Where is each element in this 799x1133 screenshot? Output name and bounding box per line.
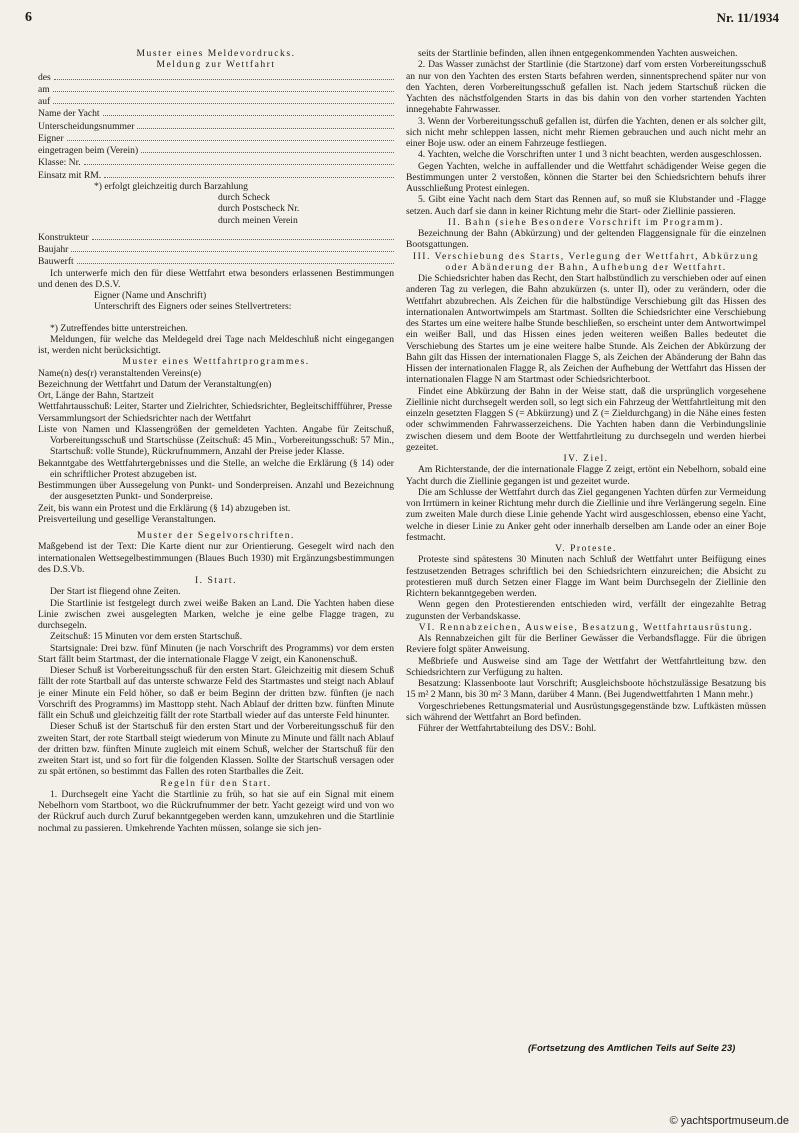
declaration: Ich unterwerfe mich den für diese Wettfahrt etwa besonders erlassenen Bestimmungen und denen des D.S.V.	[38, 267, 394, 290]
title-meldevordruck: Muster eines Meldevordrucks.	[136, 48, 296, 59]
dotted-line	[54, 71, 394, 80]
section-3-title: III. Verschiebung des Starts, Verlegung der Wettfahrt, Abkürzung oder Abänderung der Bahn, Aufhebung der Wettfahrt.	[412, 250, 760, 273]
page-number: 6	[25, 10, 32, 25]
dotted-line	[84, 156, 394, 165]
paragraph: 4. Yachten, welche die Vorschriften unter 1 und 3 nicht beachten, werden ausgeschlossen.	[418, 149, 762, 161]
note-meldungen: Meldungen, für welche das Meldegeld drei Tage nach Meldeschluß nicht eingegangen ist, werden nicht berücksichtigt.	[38, 333, 394, 356]
eigner-label: Eigner (Name und Anschrift)	[94, 290, 207, 301]
form-field-row	[38, 231, 394, 243]
dotted-line	[53, 83, 394, 92]
paragraph: Dieser Schuß ist der Startschuß für den ersten Start und der Vorbereitungsschuß für den zweiten Start, der rote Startball steigt wiederum von Minute zu Minute und fällt nach Ablauf der dritten bzw. fünften Minute zugleich mit einem Schuß, welcher der Startschuß für den zweiten Start ist, und so fort für die folgenden Klassen. Sollte der Startschuß versagen oder zu spät ertönen, so bestimmt das Fallen des roten Startballes die Zeit.	[38, 721, 394, 778]
paragraph: Findet eine Abkürzung der Bahn in der Weise statt, daß die ursprünglich vorgesehene Ziellinie nicht durchsegelt werden soll, so legt sich ein Fahrzeug der Wettfahrtleitung mit den einzeln gesetzten Flaggen S (= Abkürzung) und Z (= Zieldurchgang) in die Nähe eines festen oder schwimmenden Fahrwasserzeichens. Die Yachten haben dann die Verbindungslinie zwischen diesem und dem Boote der Wettfahrtleitung zu durchsegeln und werden hierbei gezeitet.	[406, 385, 766, 453]
right-column	[406, 48, 766, 734]
program-item: Versammlungsort der Schiedsrichter nach der Wettfahrt	[38, 412, 251, 424]
signature-line: Führer der Wettfahrtabteilung des DSV.: Bohl.	[418, 723, 597, 734]
form-field-label: Name der Yacht	[38, 108, 100, 120]
paragraph: Meßbriefe und Ausweise sind am Tage der Wettfahrt der Wettfahrtleitung bzw. den Schiedsrichtern zur Verfügung zu halten.	[406, 655, 766, 678]
form-field-label: Baujahr	[38, 244, 69, 255]
program-item: Bekanntgabe des Wettfahrtergebnisses und die Stelle, an welche die Erklärung (§ 14) oder ein schriftlicher Protest abzugeben ist.	[38, 457, 394, 480]
signature-label: Unterschrift des Eigners oder seines Stellvertreters:	[94, 301, 292, 313]
form-fields-2	[38, 231, 394, 268]
program-item: Preisverteilung und gesellige Veranstaltungen.	[38, 513, 216, 525]
continuation-note: (Fortsetzung des Amtlichen Teils auf Seite 23)	[528, 1043, 736, 1054]
form-field-label: auf	[38, 96, 51, 107]
section-proteste-title: V. Proteste.	[555, 543, 617, 554]
program-item: Zeit, bis wann ein Protest und die Erklärung (§ 14) abzugeben ist.	[38, 502, 291, 514]
paragraph: Zeitschuß: 15 Minuten vor dem ersten Startschuß.	[50, 631, 243, 643]
dotted-line	[77, 255, 394, 264]
form-field-row	[38, 156, 394, 168]
rules-paragraphs	[406, 48, 766, 217]
form-field-row	[38, 95, 394, 107]
paragraph: Vorgeschriebenes Rettungsmaterial und Ausrüstungsgegenstände bzw. Luftkästen müssen sich während der Wettfahrt an Bord befinden.	[406, 700, 766, 723]
form-field-label: eingetragen beim (Verein)	[38, 145, 139, 156]
program-item: Liste von Namen und Klassengrößen der gemeldeten Yachten. Angabe für Zeitschuß, Vorbereitungsschuß und Startschüsse (Zeitschuß: 45 Min., Vorbereitungsschuß: 57 Min., Startschuß: volle Stunde), Rückrufnummern, Anzahl der Preise jeder Klasse.	[38, 423, 394, 458]
paragraph: Gegen Yachten, welche in auffallender und die Wettfahrt schädigender Weise gegen die Bestimmungen unter 2 verstoßen, können die Starter bei den Schiedsrichtern behufs ihrer Ausschließung Protest einlegen.	[406, 160, 766, 194]
credit: © yachtsportmuseum.de	[669, 1115, 789, 1127]
title-programm: Muster eines Wettfahrtprogrammes.	[122, 356, 310, 368]
form-field-row	[38, 83, 394, 95]
dotted-line	[53, 95, 394, 104]
paragraph: Proteste sind spätestens 30 Minuten nach Schluß der Wettfahrt unter Beifügung eines festzusetzenden Betrages schriftlich bei den Schiedsrichtern einzureichen; die Absicht zu protestieren muß durch Setzen einer Flagge im Want beim Durchsegeln der Ziellinie den Richtern bekanntgegeben werden.	[406, 554, 766, 599]
section-3-paragraphs	[406, 273, 766, 453]
form-field-row	[38, 120, 394, 132]
form-field-row	[38, 169, 394, 181]
program-item: Wettfahrtausschuß: Leiter, Starter und Zielrichter, Schiedsrichter, Begleitschiffführer, Presse	[38, 401, 393, 413]
program-item: Name(n) des(r) veranstaltenden Vereins(e)	[38, 367, 202, 379]
left-column	[38, 48, 394, 834]
form-field-label: Einsatz mit RM.	[38, 169, 102, 181]
dotted-line	[137, 120, 394, 129]
paragraph: Startsignale: Drei bzw. fünf Minuten (je nach Vorschrift des Programms) vor dem ersten Start fällt beim Startmast, der die internationale Flagge V zeigt, ein Kanonenschuß.	[38, 642, 394, 665]
paragraph: Besatzung: Klassenboote laut Vorschrift; Ausgleichsboote höchstzulässige Besatzung bis 15 m² 2 Mann, bis 30 m² 3 Mann, darüber 4 Mann. (Bei Jugendwettfahrten 1 Mann mehr.)	[406, 678, 766, 701]
form-field-row	[38, 107, 394, 119]
section-6-paragraphs	[406, 633, 766, 723]
rule-1: 1. Durchsegelt eine Yacht die Startlinie zu früh, so hat sie auf ein Signal mit einem Nebelhorn vom Startboot, wo die Rückrufnummer der betr. Yacht gezeigt wird und von wo der Rückruf auch durch Zuruf bekanntgegeben werden kann, umzukehren und die Startlinie nochmal zu passieren. Umkehrende Yachten müssen, solange sie sich jen-	[38, 788, 394, 834]
bahn-text: Bezeichnung der Bahn (Abkürzung) und der geltenden Flaggensignale für die einzelnen Bootsgattungen.	[406, 228, 766, 251]
program-item: Bestimmungen über Aussegelung von Punkt- und Sonderpreisen. Anzahl und Bezeichnung der ausgesetzten Punkt- und Sonderpreise.	[38, 480, 394, 503]
paragraph: Wenn gegen den Protestierenden entschieden wird, verfällt der eingezahlte Betrag zugunsten der Verbandskasse.	[406, 599, 766, 622]
paragraph: Die am Schlusse der Wettfahrt durch das Ziel gegangenen Yachten dürfen zur Vermeidung von Irrtümern in keiner Richtung mehr durch die Ziellinie und ihre Verlängerung segeln. Eine zum zweiten Male durch diese Linie gehende Yacht wird ausgeschlossen, ebenso eine Yacht, welche in dieser Linie zu Anker geht oder innerhalb derselben am Lande oder an einer Boje festmacht.	[406, 486, 767, 543]
paragraph: Die Startlinie ist festgelegt durch zwei weiße Baken an Land. Die Yachten haben diese Linie zwischen zwei ausgelegten Marken, welche je eine gelbe Flagge tragen, zu durchsegeln.	[38, 597, 394, 631]
issue-number: Nr. 11/1934	[716, 10, 779, 25]
form-field-row	[38, 243, 394, 255]
paragraph: seits der Startlinie befinden, allen ihnen entgegenkommenden Yachten ausweichen.	[418, 48, 738, 59]
form-field-row	[38, 132, 394, 144]
dotted-line	[104, 169, 394, 178]
title-segelvorschriften: Muster der Segelvorschriften.	[137, 530, 295, 541]
form-field-label: Klasse: Nr.	[38, 157, 81, 169]
section-5-paragraphs	[406, 554, 766, 622]
intro-text: Maßgebend ist der Text: Die Karte dient nur zur Orientierung. Gesegelt wird nach den internationalen Wettsegelbestimmungen (Blaues Buch 1930) mit Ergänzungsbestimmungen des D.S.Vb.	[38, 541, 394, 575]
paragraph: Am Richterstande, der die internationale Flagge Z zeigt, ertönt ein Nebelhorn, sobald eine Yacht durch die Ziellinie gegangen ist und gezeitet wurde.	[406, 464, 766, 487]
payment-option: durch Scheck	[218, 192, 270, 203]
start-paragraphs	[38, 586, 394, 777]
footnote: *) Zutreffendes bitte unterstreichen.	[50, 322, 188, 334]
paragraph: Die Schiedsrichter haben das Recht, den Start halbstündlich zu verschieben oder auf einen anderen Tag zu verlegen, die Bahn abzukürzen (s. unter II), oder zu verändern, oder die Wettfahrt abzubrechen. Als Zeichen für die halbstündige Verschiebung gilt das Hissen des internationalen Antwortwimpels am Startmast. Sollten die Schiedsrichter eine Verschiebung des Startes um eine weitere halbe Stunde beschließen, so erscheint unter dem Antwortwimpel ein weißer Ball, und das Hissen eines jeden weiteren weißen Balles bedeutet die Verschiebung des Startes um je eine weitere halbe Stunde. Als Zeichen der Abkürzung der Bahn gilt das Hissen der internationalen Flagge S, als Zeichen der Abänderung der Bahn das Hissen der internationalen Flagge R, als Zeichen der Aufhebung der Wettfahrt das Hissen der internationalen Flagge N am Startmast oder Schiedsrichterboot.	[406, 273, 766, 386]
section-ziel-title: IV. Ziel.	[563, 453, 609, 464]
paragraph: Als Rennabzeichen gilt für die Berliner Gewässer die Verbandsflagge. Für die übrigen Reviere folgt später Anweisung.	[406, 633, 766, 656]
form-field-label: des	[38, 71, 51, 83]
paragraph: 2. Das Wasser zunächst der Startlinie (die Startzone) darf vom ersten Vorbereitungsschuß an nur von den Yachten des ersten Starts befahren werden, sinnentsprechend später nur von den Yachten, deren Vorbereitungsschuß gefallen ist. Nach jedem Startschuß rücken die Yachten des nächstfolgenden Starts in das bis dahin von den vorher startenden Yachten innegehabte Fahrwasser.	[406, 59, 766, 116]
dotted-line	[92, 231, 394, 240]
paragraph: Der Start ist fliegend ohne Zeiten.	[50, 586, 181, 598]
form-fields	[38, 71, 394, 181]
form-field-row	[38, 71, 394, 83]
dotted-line	[141, 144, 394, 153]
form-field-row	[38, 144, 394, 156]
section-bahn-title: II. Bahn (siehe Besondere Vorschrift im Programm).	[447, 216, 725, 228]
paragraph: Dieser Schuß ist Vorbereitungsschuß für den ersten Start. Gleichzeitig mit diesem Schuß fällt der rote Startball auf das unterste schwarze Feld des Startmastes und steigt nach Ablauf je einer Minute ein Feld höher, so daß er beim Beginn der dritten bzw. fünften (je nach Vorschrift des Programms) im Masttopp steht. Nach Ablauf der dritten bzw. fünften Minute fällt ein Schuß und gleichzeitig fällt der rote Startball wieder auf das unterste Feld hinunter.	[38, 665, 394, 721]
program-item: Bezeichnung der Wettfahrt und Datum der Veranstaltung(en)	[38, 378, 272, 390]
form-field-label: Bauwerft	[38, 256, 74, 268]
form-field-row	[38, 255, 394, 267]
title-meldung: Meldung zur Wettfahrt	[156, 59, 276, 71]
dotted-line	[103, 107, 394, 116]
program-item: Ort, Länge der Bahn, Startzeit	[38, 390, 154, 401]
dotted-line	[67, 132, 394, 141]
section-4-paragraphs	[406, 464, 766, 543]
section-start-title: I. Start.	[194, 575, 237, 586]
dotted-line	[71, 243, 394, 252]
form-field-label: Unterscheidungsnummer	[38, 120, 135, 132]
program-list	[38, 368, 394, 526]
payment-option: durch Postscheck Nr.	[218, 203, 300, 215]
form-field-label: am	[38, 83, 50, 95]
section-6-title: VI. Rennabzeichen, Ausweise, Besatzung, Wettfahrtausrüstung.	[418, 621, 754, 633]
payment-intro: *) erfolgt gleichzeitig durch Barzahlung	[94, 180, 248, 192]
form-field-label: Konstrukteur	[38, 231, 89, 243]
payment-options	[38, 192, 394, 226]
paragraph: 3. Wenn der Vorbereitungsschuß gefallen ist, dürfen die Yachten, denen er als solcher gilt, sich nicht mehr schleppen lassen, nicht mehr Riemen gebrauchen und auch nicht mehr an einer Boje usw. oder an einem Fahrzeuge festliegen.	[406, 115, 766, 149]
form-field-label: Eigner	[38, 132, 64, 144]
paragraph: 5. Gibt eine Yacht nach dem Start das Rennen auf, so muß sie Klubstander und -Flagge setzen. Auch darf sie dann in keiner Richtung mehr die Start- oder Ziellinie passieren.	[406, 194, 766, 217]
rules-title: Regeln für den Start.	[160, 777, 272, 789]
payment-option: durch meinen Verein	[218, 214, 298, 226]
